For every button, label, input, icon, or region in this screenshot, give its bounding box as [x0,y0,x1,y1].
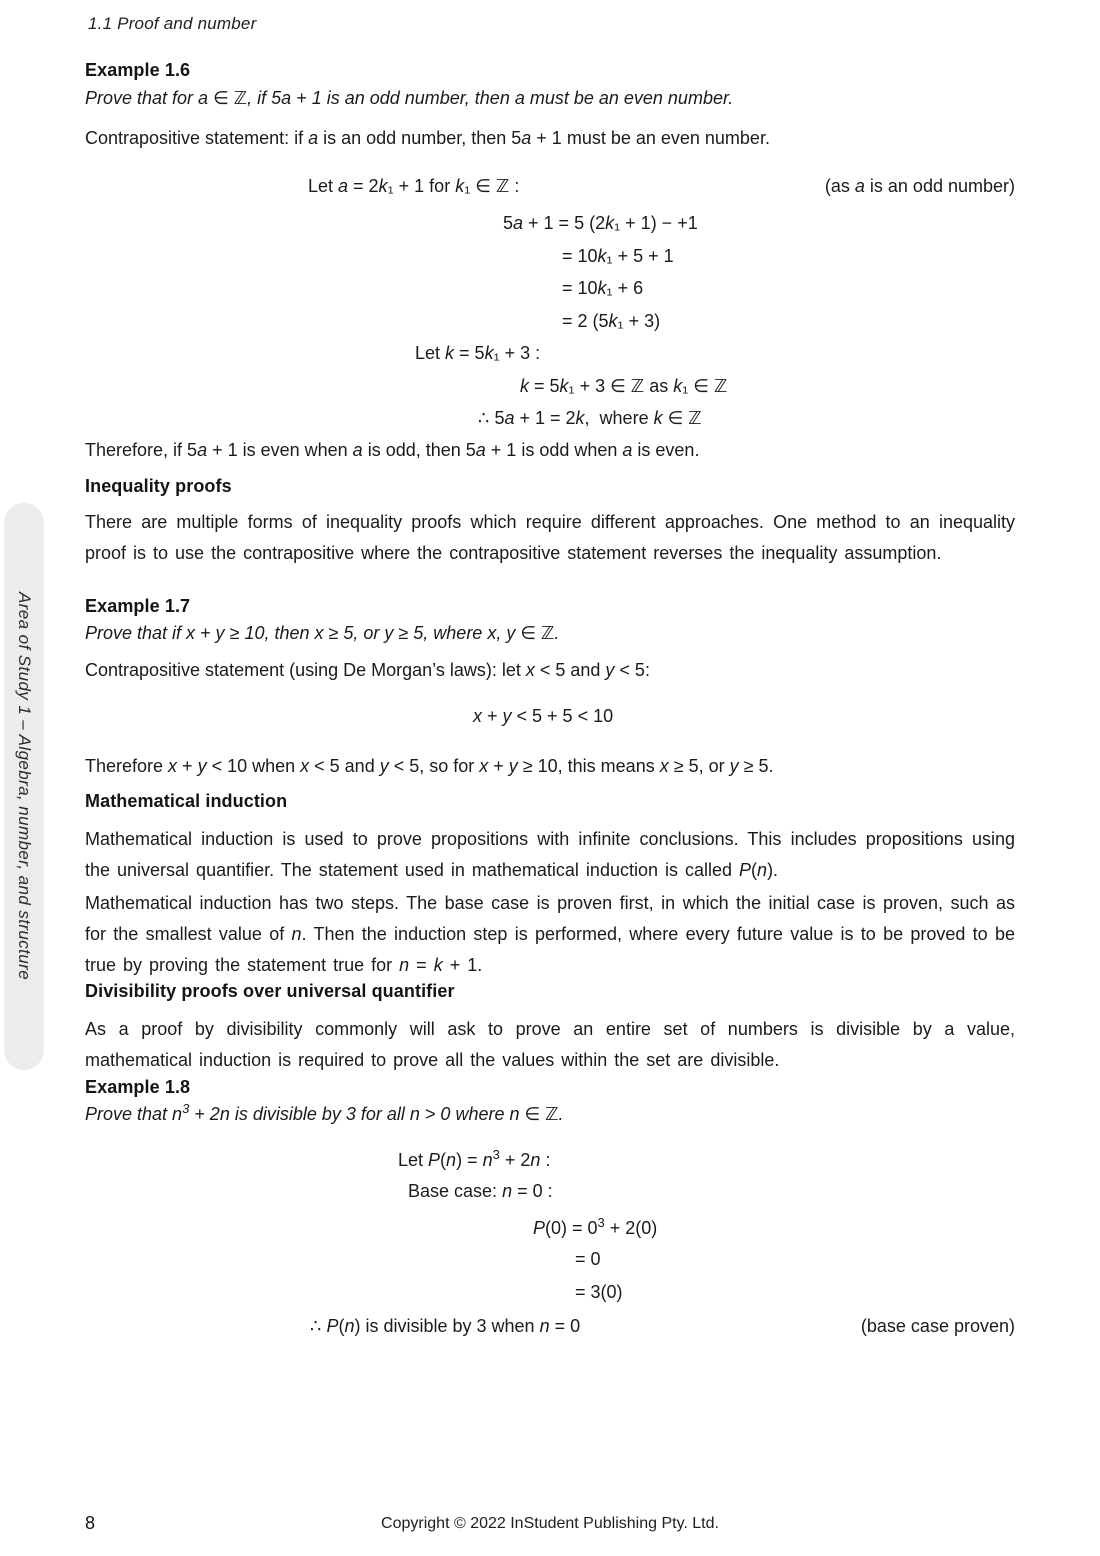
annotation-base-case-proven: (base case proven) [860,1316,1015,1336]
equation-let-pn: Let $P(n) = n^3 + 2n$ : [398,1147,551,1170]
example-1-6-therefore: Therefore, if 5a + 1 is even when a is odd, then 5a + 1 is odd when a is even. [85,440,700,460]
math-row-let-a [85,176,1015,197]
equation-equals-3-0: = 3(0) [575,1282,623,1302]
sidebar-tab [4,503,44,1070]
mathematical-induction-paragraph-1: Mathematical induction is used to prove propositions with infinite conclusions. This includes propositions using the universal quantifier. The statement used in mathematical induction is called P(n). [85,829,1015,880]
example-1-6-title: Example 1.6 [85,60,191,80]
equation-x-plus-y: x + y < 5 + 5 < 10 [473,706,614,726]
equation-p0: $P(0) = 0^3 + 2(0)$ [533,1215,658,1238]
example-1-7-contrapositive: Contrapositive statement (using De Morgan’s laws): let x < 5 and y < 5: [85,660,650,680]
divisibility-proofs-heading: Divisibility proofs over universal quantifier [85,981,455,1001]
inequality-proofs-heading: Inequality proofs [85,476,232,496]
page-number: 8 [85,1513,96,1533]
equation-let-a: Let a = 2k₁ + 1 for k₁ ∈ ℤ : [308,176,520,196]
example-1-7-statement: Prove that if x + y ≥ 10, then x ≥ 5, or y ≥ 5, where x, y ∈ ℤ. [85,623,560,643]
example-1-6-statement: Prove that for a ∈ ℤ, if 5a + 1 is an odd number, then a must be an even number. [85,88,734,108]
inequality-proofs-paragraph: There are multiple forms of inequality proofs which require different approaches. One method to an inequality proof is to use the contrapositive where the contrapositive statement reverses the inequality assumption. [85,512,1015,563]
example-1-6-contrapositive: Contrapositive statement: if a is an odd number, then 5a + 1 must be an even number. [85,128,770,148]
mathematical-induction-paragraph-2: Mathematical induction has two steps. The base case is proven first, in which the initial case is proven, such as for the smallest value of n. Then the induction step is performed, where every future value is to be proved to be true by proving the statement true for n = k + 1. [85,893,1015,975]
equation-conclusion-1-8: ∴ P(n) is divisible by 3 when n = 0 [310,1316,581,1336]
equation-base-case: Base case: n = 0 : [408,1181,553,1201]
equation-k-in-z: k = 5k₁ + 3 ∈ ℤ as k₁ ∈ ℤ [520,376,728,396]
example-1-7-therefore: Therefore x + y < 10 when x < 5 and y < 5, so for x + y ≥ 10, this means x ≥ 5, or y ≥ 5. [85,756,774,776]
equation-10k-5-1: = 10k₁ + 5 + 1 [562,246,674,266]
example-1-8-title: Example 1.8 [85,1077,191,1097]
example-1-8-statement: Prove that $n^3 + 2n$ is divisible by 3 for all n > 0 where n ∈ ℤ. [85,1101,564,1124]
equation-5a-expand: 5a + 1 = 5 (2k₁ + 1) − +1 [503,213,698,233]
sidebar-label: Area of Study 1 – Algebra, number, and structure [15,592,34,981]
equation-let-k: Let k = 5k₁ + 3 : [415,343,541,363]
equation-equals-0: = 0 [575,1249,601,1269]
mathematical-induction-heading: Mathematical induction [85,791,288,811]
equation-conclusion-1-6: ∴ 5a + 1 = 2k, where k ∈ ℤ [478,408,702,428]
example-1-7-title: Example 1.7 [85,596,191,616]
math-row-conclusion-1-8 [85,1316,1015,1337]
annotation-as-a-odd: (as a is an odd number) [824,176,1015,196]
equation-10k-6: = 10k₁ + 6 [562,278,644,298]
copyright-notice: Copyright © 2022 InStudent Publishing Pty. Ltd. [381,1515,719,1532]
running-header: 1.1 Proof and number [88,14,257,33]
divisibility-proofs-paragraph: As a proof by divisibility commonly will ask to prove an entire set of numbers is divisible by a value, mathematical induction is required to prove all the values within the set are divisible. [85,1019,1015,1070]
equation-factored: = 2 (5k₁ + 3) [562,311,661,331]
